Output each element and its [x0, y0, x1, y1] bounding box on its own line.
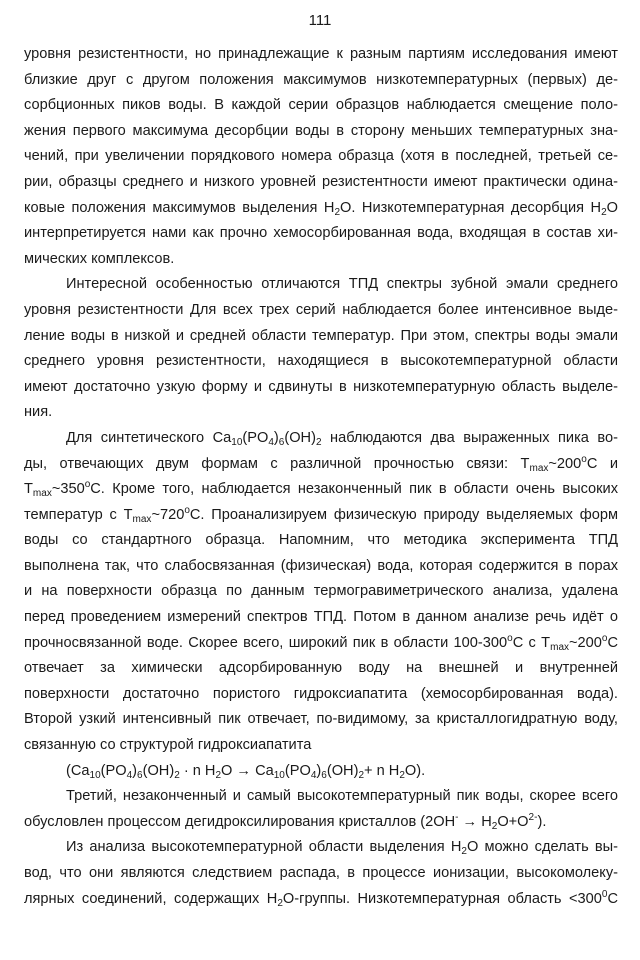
paragraph-first-line: Третий, незаконченный и самый высокотемпературный пик воды, скорее всего: [66, 788, 618, 805]
text-line: ды, отвечающих двум формам с различной прочностью связи: $T_{max}\sim 200^oC$ и: [24, 453, 618, 474]
text-line: ковые положения максимумов выделения $H_2O$. Низкотемпературная десорбция $H_2O$: [24, 199, 618, 218]
paragraph-first-line: Для синтетического $Ca_{10}(PO_4)_6(OH)_2$ наблюдаются два выраженных пика во-: [66, 429, 618, 448]
text-line: ния.: [24, 404, 53, 421]
body-text: [24, 42, 618, 912]
text-line: температур с $T_{max}\sim 720^oC$. Проанализируем физическую природу выделяемых форм: [24, 504, 618, 525]
text-line: уровня резистентности, но принадлежащие к разным партиям исследования имеют: [24, 46, 618, 62]
paragraph-first-line: Интересной особенностью отличаются ТПД спектры зубной эмали среднего: [66, 276, 618, 293]
text-line: связанную со структурой гидроксиапатита: [24, 737, 312, 754]
text-line: жения первого максимума десорбции воды в сторону меньших температурных зна-: [24, 122, 618, 139]
text-line: лярных соединений, содержащих $H_2O$-группы. Низкотемпературная область $<300^0C$: [24, 888, 618, 909]
text-line: уровня резистентности Для всех трех серий наблюдается более интенсивное выде-: [24, 301, 618, 318]
text-line: имеют достаточно узкую форму и сдвинуты в низкотемпературную область выделе-: [24, 378, 618, 395]
text-line: поверхности достаточно пористого гидроксиапатита (хемосорбированная вода).: [24, 685, 618, 702]
text-line: воды со стандартного образца. Напомним, что методика эксперимента ТПД: [24, 532, 618, 549]
page-number: 111: [308, 12, 332, 29]
text-line: перед проведением измерений спектров ТПД. Потом в данном анализе речь идёт о: [24, 609, 618, 626]
text-line: сорбционных пиков воды. В каждой серии образцов наблюдается смещение поло-: [24, 97, 618, 114]
text-line: выполнена так, что слабосвязанная (физическая) вода, которая содержится в порах: [24, 557, 618, 574]
text-line: прочносвязанной воде. Скорее всего, широкий пик в области 100-300$^o$C с $T_{max}\sim 200^oC$: [24, 632, 618, 653]
paragraph-first-line: Из анализа высокотемпературной области выделения $H_2O$ можно сделать вы-: [66, 839, 618, 858]
text-line: ление воды в низкой и средней области температур. При этом, спектры воды эмали: [24, 327, 618, 344]
text-line: интерпретируется нами как прочно хемосорбированная вода, входящая в состав хи-: [24, 225, 618, 242]
text-line: чений, при увеличении порядкового номера образца (хотя в последней, третьей се-: [24, 148, 618, 165]
text-line: отвечает за химически адсорбированную воду на внешней и внутренней: [24, 660, 618, 677]
text-line: рии, образцы среднего и низкого уровней резистентности имеют практически одина-: [24, 173, 618, 190]
equation-line: ($Ca_{10}(PO_4)_6(OH)_2 \cdot n$ $H_2O \to Ca_{10}(PO_4)_6(OH)_2+ n$ $H_2O$).: [66, 762, 426, 781]
text-line: близкие друг с другом положения максимумов низкотемпературных (первых) де-: [24, 71, 618, 88]
text-line: обусловлен процессом дегидроксилирования кристаллов $(2OH^- \to H_2O+O^{2-})$.: [24, 811, 547, 832]
text-line: Второй узкий интенсивный пик отвечает, по-видимому, за кристаллогидратную воду,: [24, 711, 618, 728]
text-line: мических комплексов.: [24, 250, 175, 267]
text-line: $T_{max}\sim 350^oC$. Кроме того, наблюдается незаконченный пик в области очень высоких: [24, 479, 618, 500]
text-line: и на поверхности образца по данным термогравиметрического анализа, удалена: [24, 583, 618, 600]
text-line: вод, что они являются следствием распада, в процессе ионизации, высокомолеку-: [24, 865, 618, 881]
text-line: среднего уровня резистентности, находящиеся в высокотемпературной области: [24, 353, 618, 370]
